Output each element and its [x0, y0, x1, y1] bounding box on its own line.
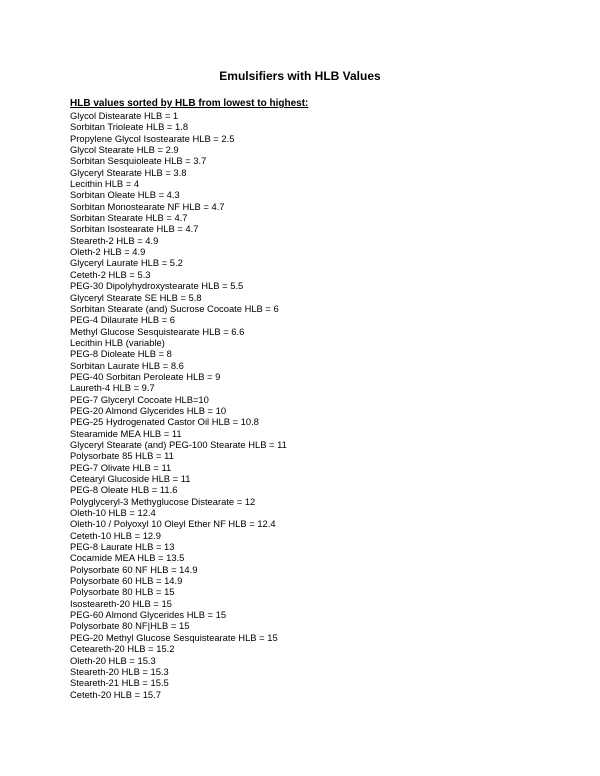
list-item: Glyceryl Stearate (and) PEG-100 Stearate HLB = 11	[70, 438, 287, 450]
list-item: Glyceryl Laurate HLB = 5.2	[70, 257, 183, 269]
list-item: Steareth-20 HLB = 15.3	[70, 665, 169, 677]
list-item: Polysorbate 60 NF HLB = 14.9	[70, 563, 198, 575]
list-item: Polysorbate 60 HLB = 14.9	[70, 575, 183, 587]
list-item: PEG-8 Laurate HLB = 13	[70, 541, 175, 553]
list-item: Oleth-10 / Polyoxyl 10 Oleyl Ether NF HLB = 12.4	[70, 518, 276, 530]
emulsifier-list	[70, 110, 287, 700]
list-item: Glycol Distearate HLB = 1	[70, 110, 179, 121]
list-item: Sorbitan Oleate HLB = 4.3	[70, 189, 180, 201]
list-item: Lecithin HLB = 4	[70, 178, 140, 190]
list-item: PEG-7 Olivate HLB = 11	[70, 461, 172, 473]
list-item: PEG-60 Almond Glycerides HLB = 15	[70, 609, 227, 621]
list-item: Sorbitan Stearate HLB = 4.7	[70, 212, 188, 224]
list-item: Polysorbate 85 HLB = 11	[70, 450, 174, 462]
list-item: Sorbitan Stearate (and) Sucrose Cocoate HLB = 6	[70, 302, 279, 314]
list-item: Oleth-10 HLB = 12.4	[70, 507, 156, 519]
list-item: PEG-30 Dipolyhydroxystearate HLB = 5.5	[70, 280, 244, 292]
list-item: Oleth-20 HLB = 15.3	[70, 654, 156, 666]
list-item: PEG-25 Hydrogenated Castor Oil HLB = 10.8	[70, 416, 259, 428]
list-item: Ceteareth-20 HLB = 15.2	[70, 643, 175, 655]
list-item: Steareth-2 HLB = 4.9	[70, 234, 159, 246]
list-item: Ceteth-10 HLB = 12.9	[70, 529, 161, 541]
list-item: Isosteareth-20 HLB = 15	[70, 597, 172, 609]
list-item: PEG-4 Dilaurate HLB = 6	[70, 314, 175, 326]
list-item: Lecithin HLB (variable)	[70, 336, 165, 348]
list-item: PEG-8 Dioleate HLB = 8	[70, 348, 172, 360]
list-item: Propylene Glycol Isostearate HLB = 2.5	[70, 132, 235, 144]
list-item: Methyl Glucose Sesquistearate HLB = 6.6	[70, 325, 245, 337]
list-item: PEG-20 Methyl Glucose Sesquistearate HLB = 15	[70, 631, 278, 643]
page-title: Emulsifiers with HLB Values	[219, 69, 381, 83]
list-item: Sorbitan Laurate HLB = 8.6	[70, 359, 184, 371]
list-item: Polysorbate 80 HLB = 15	[70, 586, 175, 598]
list-item: Glyceryl Stearate HLB = 3.8	[70, 166, 187, 178]
section-heading: HLB values sorted by HLB from lowest to highest:	[70, 98, 309, 109]
list-item: Sorbitan Isostearate HLB = 4.7	[70, 223, 199, 235]
list-item: Sorbitan Monostearate NF HLB = 4.7	[70, 200, 225, 212]
list-item: Sorbitan Trioleate HLB = 1.8	[70, 121, 189, 133]
list-item: Ceteth-20 HLB = 15.7	[70, 688, 161, 700]
list-item: Ceteth-2 HLB = 5.3	[70, 268, 151, 280]
list-item: Laureth-4 HLB = 9.7	[70, 382, 155, 394]
list-item: Glyceryl Stearate SE HLB = 5.8	[70, 291, 202, 303]
list-item: Steareth-21 HLB = 15.5	[70, 677, 169, 689]
list-item: PEG-8 Oleate HLB = 11.6	[70, 484, 178, 496]
list-item: Glycol Stearate HLB = 2.9	[70, 144, 179, 156]
list-item: PEG-7 Glyceryl Cocoate HLB=10	[70, 393, 209, 405]
list-item: Stearamide MEA HLB = 11	[70, 427, 182, 439]
list-item: Polysorbate 80 NF|HLB = 15	[70, 620, 190, 632]
list-item: Oleth-2 HLB = 4.9	[70, 246, 146, 258]
list-item: PEG-40 Sorbitan Peroleate HLB = 9	[70, 370, 221, 382]
list-item: Sorbitan Sesquioleate HLB = 3.7	[70, 155, 207, 167]
list-item: Cocamide MEA HLB = 13.5	[70, 552, 185, 564]
list-item: Polyglyceryl-3 Methyglucose Distearate = 12	[70, 495, 256, 507]
list-item: Cetearyl Glucoside HLB = 11	[70, 473, 191, 484]
list-item: PEG-20 Almond Glycerides HLB = 10	[70, 404, 227, 416]
